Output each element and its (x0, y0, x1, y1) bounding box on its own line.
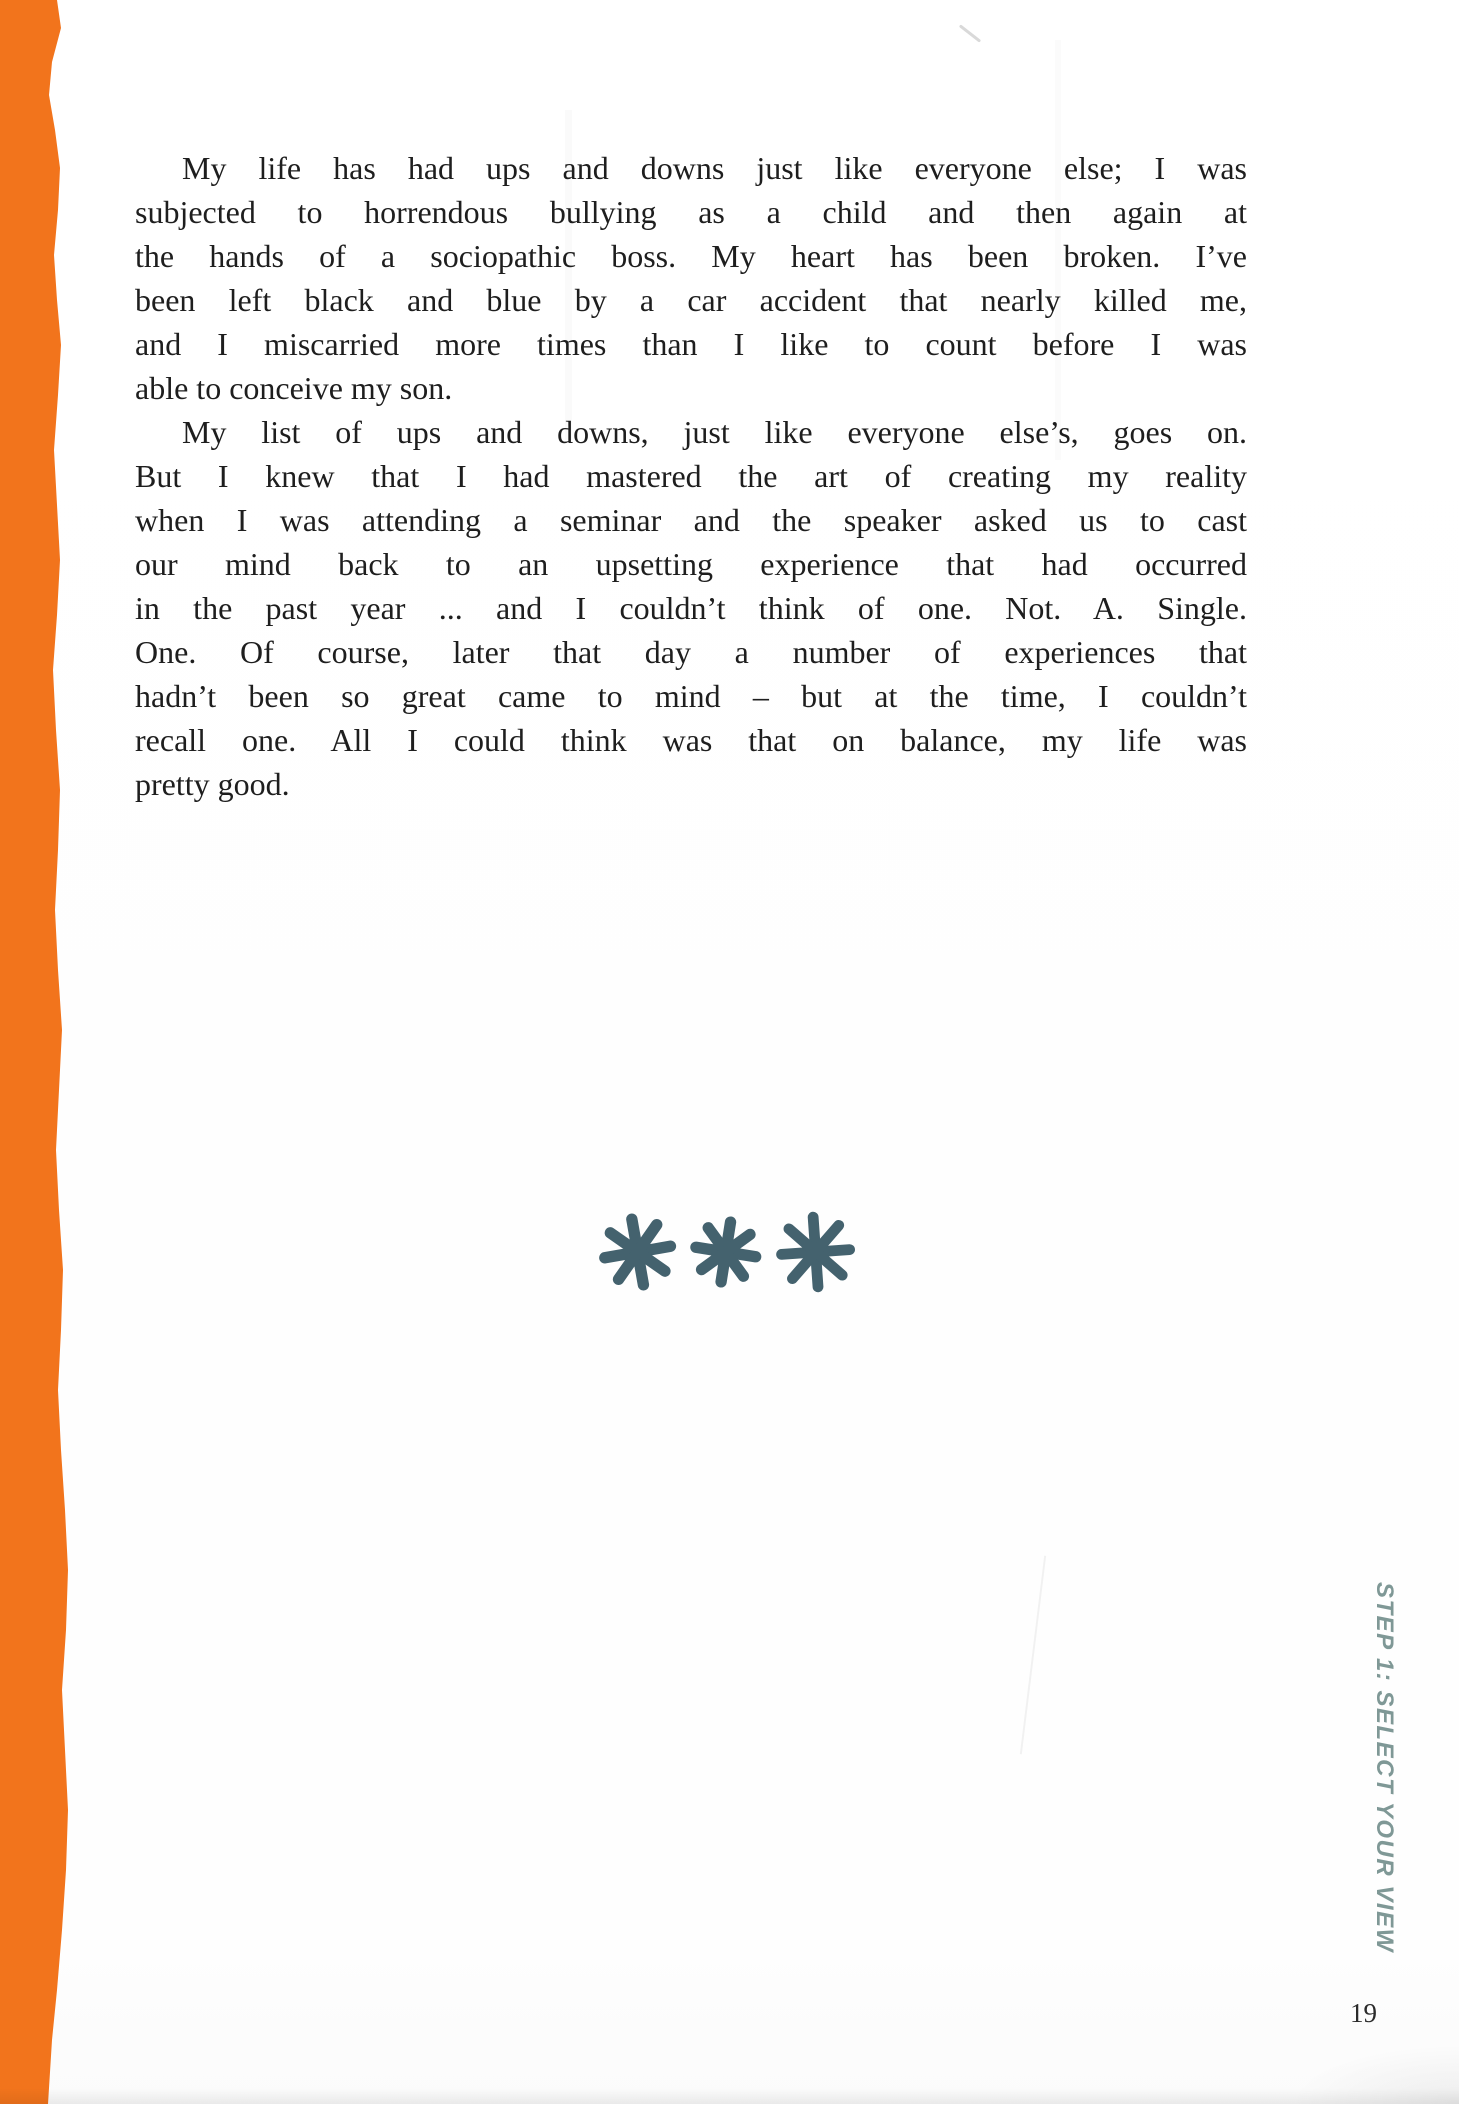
asterisk-icon (771, 1205, 860, 1299)
scan-artifact (1020, 1556, 1046, 1755)
text-line: My list of ups and downs, just like everyone else’s, goes on. (182, 414, 1247, 450)
page-number: 19 (1350, 1998, 1377, 2028)
text-line: But I knew that I had mastered the art of creating my reality (135, 458, 1247, 494)
text-line: subjected to horrendous bullying as a child and then again at (135, 194, 1247, 230)
chapter-sidebar-label: STEP 1: SELECT YOUR VIEW (1371, 1582, 1398, 1953)
asterisk-icon (682, 1207, 769, 1298)
text-line: pretty good. (135, 766, 290, 802)
paragraph-1 (135, 146, 1247, 410)
text-line: recall one. All I could think was that on balance, my life was (135, 722, 1247, 758)
text-line: hadn’t been so great came to mind – but at the time, I couldn’t (135, 678, 1247, 714)
text-line: been left black and blue by a car accident that nearly killed me, (135, 282, 1247, 318)
scan-artifact (1289, 2044, 1459, 2104)
text-line: One. Of course, later that day a number of experiences that (135, 634, 1247, 670)
text-line: and I miscarried more times than I like to count before I was (135, 326, 1247, 362)
text-line: when I was attending a seminar and the speaker asked us to cast (135, 502, 1247, 538)
scan-artifact (959, 24, 981, 42)
section-separator (597, 1208, 857, 1296)
text-line: My life has had ups and downs just like everyone else; I was (182, 150, 1247, 186)
text-line: able to conceive my son. (135, 370, 453, 406)
orange-spine-strip (0, 0, 80, 2104)
text-line: in the past year ... and I couldn’t think of one. Not. A. Single. (135, 590, 1247, 626)
scan-artifact (0, 2088, 1459, 2104)
body-text (135, 146, 1247, 806)
paragraph-2 (135, 410, 1247, 806)
text-line: the hands of a sociopathic boss. My heart has been broken. I’ve (135, 238, 1247, 274)
text-line: our mind back to an upsetting experience that had occurred (135, 546, 1247, 582)
asterisk-icon (590, 1203, 685, 1302)
